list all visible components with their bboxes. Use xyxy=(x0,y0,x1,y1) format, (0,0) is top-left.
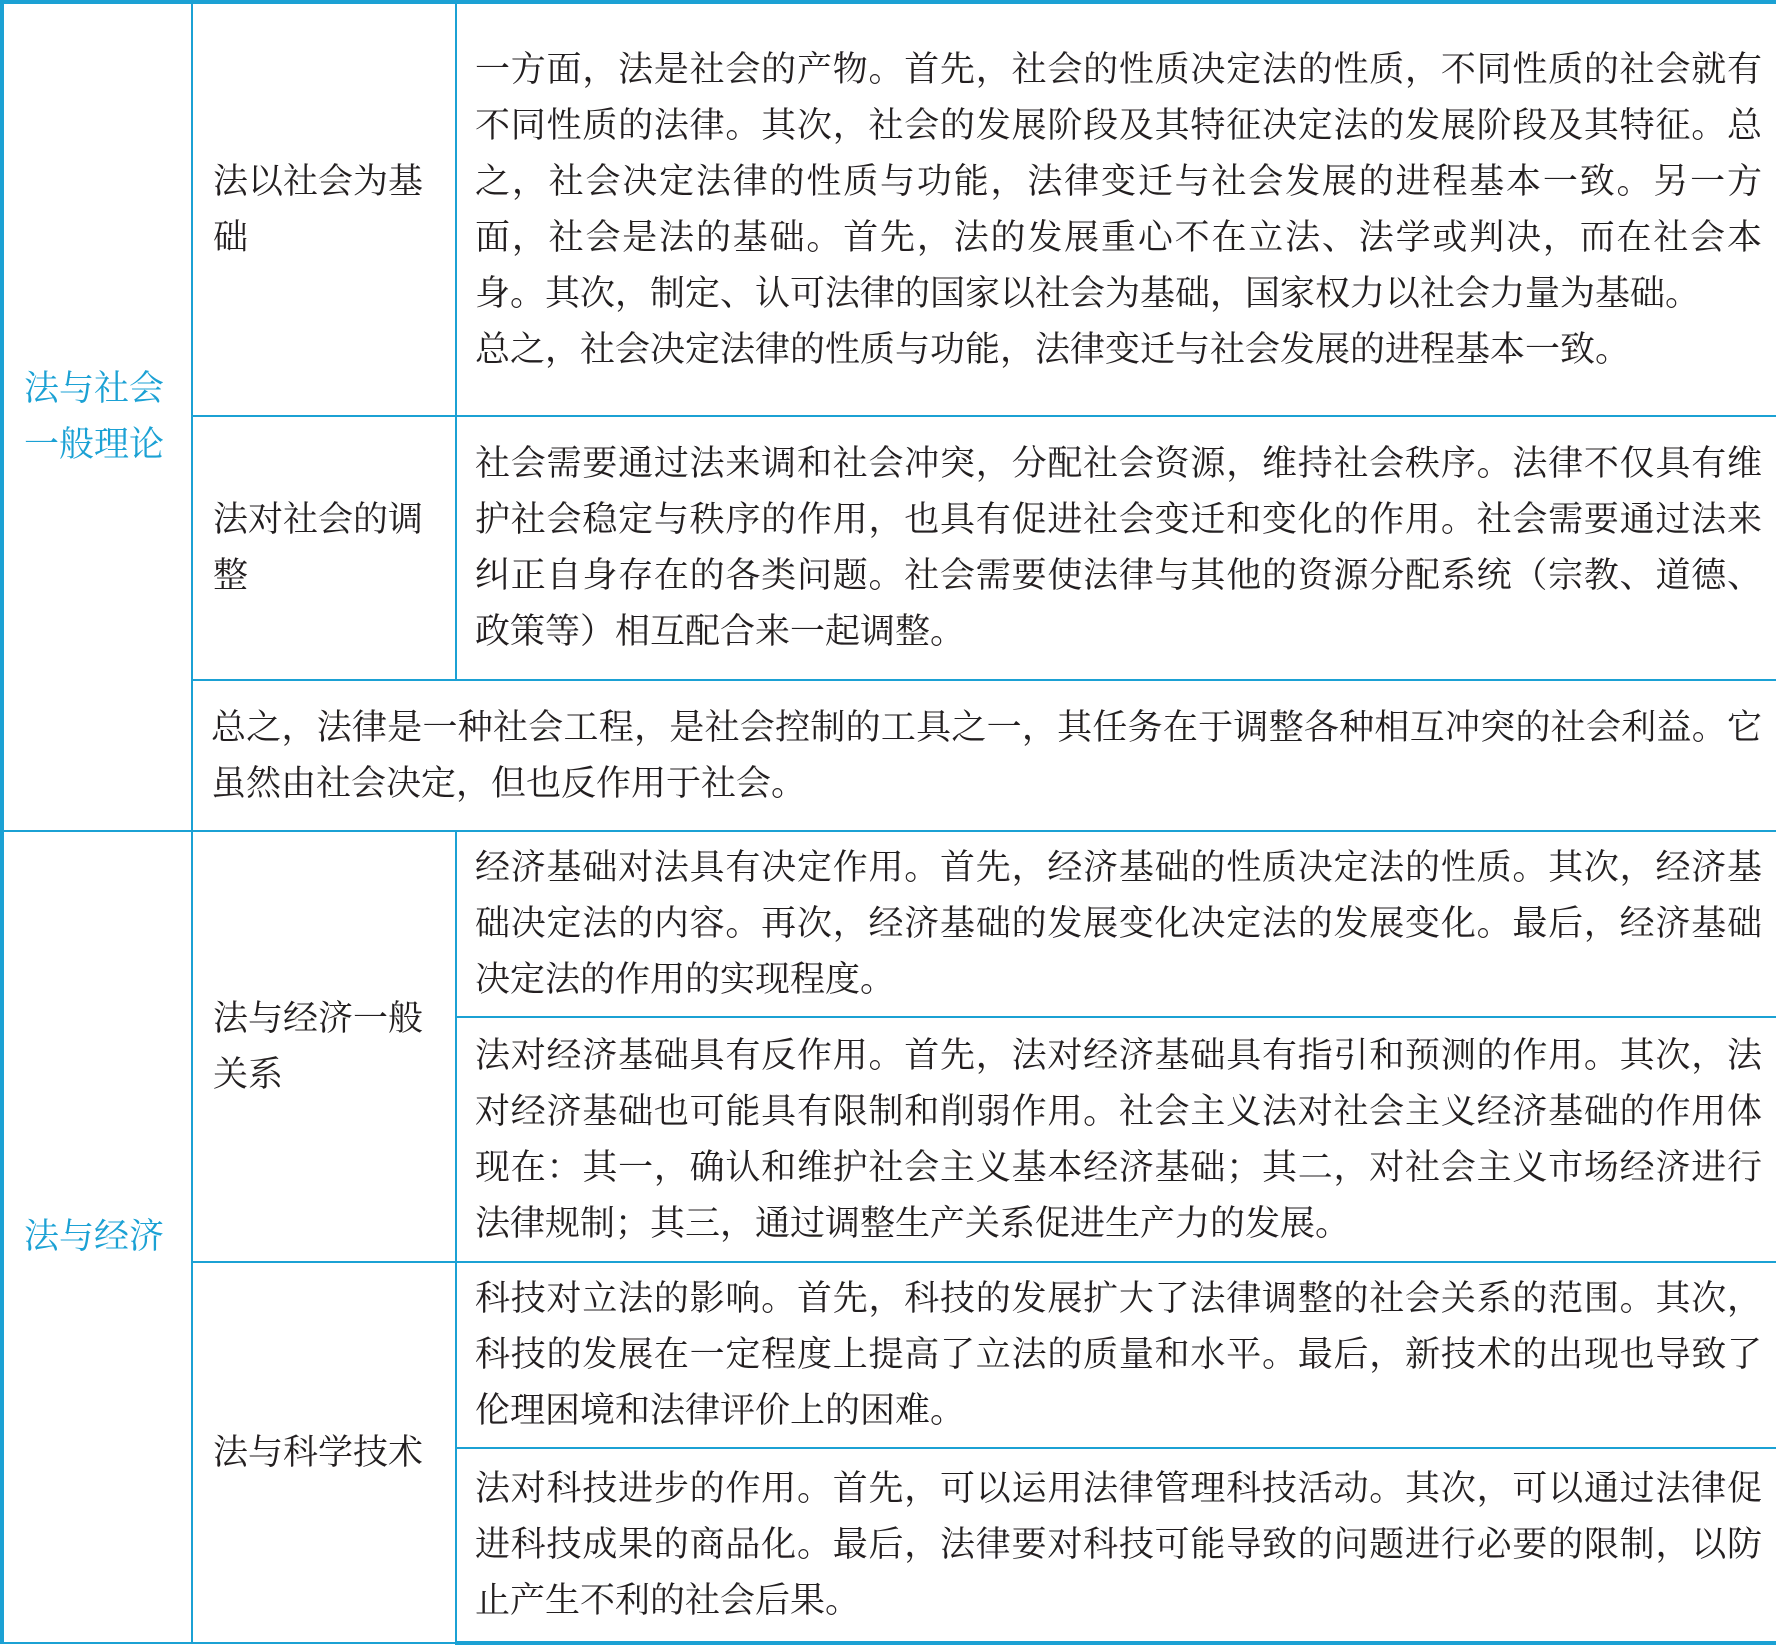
table-row xyxy=(2,680,1776,831)
category-cell-law-and-economy: 法与经济 xyxy=(2,831,192,1643)
category-cell-law-and-society: 法与社会一般理论 xyxy=(2,2,192,831)
content-cell xyxy=(456,416,1776,680)
content-paragraph: 法对经济基础具有反作用。首先，法对经济基础具有指引和预测的作用。其次，法对经济基础也可能具有限制和削弱作用。社会主义法对社会主义经济基础的作用体现在：其一，确认和维护社会主义基本经济基础；其二，对社会主义市场经济进行法律规制；其三，通过调整生产关系促进生产力的发展。 xyxy=(475,1035,1762,1244)
table-row xyxy=(2,1262,1776,1448)
content-cell xyxy=(456,1017,1776,1262)
content-cell xyxy=(456,831,1776,1017)
table-row xyxy=(2,416,1776,680)
topic-cell-law-and-technology: 法与科学技术 xyxy=(192,1262,456,1643)
table-row xyxy=(2,831,1776,1017)
topic-cell-law-regulating-society: 法对社会的调整 xyxy=(192,416,456,680)
topic-cell-society-as-foundation: 法以社会为基础 xyxy=(192,2,456,416)
summary-cell: 总之，法律是一种社会工程，是社会控制的工具之一，其任务在于调整各种相互冲突的社会利益。它虽然由社会决定，但也反作用于社会。 xyxy=(192,680,1776,831)
topic-cell-law-economy-relation: 法与经济一般关系 xyxy=(192,831,456,1262)
content-cell xyxy=(456,2,1776,416)
content-paragraph: 总之，社会决定法律的性质与功能，法律变迁与社会发展的进程基本一致。 xyxy=(475,329,1631,370)
content-paragraph: 经济基础对法具有决定作用。首先，经济基础的性质决定法的性质。其次，经济基础决定法的内容。再次，经济基础的发展变化决定法的发展变化。最后，经济基础决定法的作用的实现程度。 xyxy=(475,848,1762,1000)
content-paragraph: 社会需要通过法来调和社会冲突，分配社会资源，维持社会秩序。法律不仅具有维护社会稳定与秩序的作用，也具有促进社会变迁和变化的作用。社会需要通过法来纠正自身存在的各类问题。社会需要使法律与其他的资源分配系统（宗教、道德、政策等）相互配合来一起调整。 xyxy=(475,444,1762,652)
content-cell xyxy=(456,1262,1776,1448)
table-row xyxy=(2,2,1776,416)
content-cell xyxy=(456,1448,1776,1643)
content-paragraph: 科技对立法的影响。首先，科技的发展扩大了法律调整的社会关系的范围。其次，科技的发展在一定程度上提高了立法的质量和水平。最后，新技术的出现也导致了伦理困境和法律评价上的困难。 xyxy=(475,1279,1762,1431)
content-paragraph: 一方面，法是社会的产物。首先，社会的性质决定法的性质，不同性质的社会就有不同性质的法律。其次，社会的发展阶段及其特征决定法的发展阶段及其特征。总之，社会决定法律的性质与功能，法律变迁与社会发展的进程基本一致。另一方面，社会是法的基础。首先，法的发展重心不在立法、法学或判决，而在社会本身。其次，制定、认可法律的国家以社会为基础，国家权力以社会力量为基础。 xyxy=(475,49,1762,314)
content-paragraph: 法对科技进步的作用。首先，可以运用法律管理科技活动。其次，可以通过法律促进科技成果的商品化。最后，法律要对科技可能导致的问题进行必要的限制，以防止产生不利的社会后果。 xyxy=(475,1469,1762,1621)
